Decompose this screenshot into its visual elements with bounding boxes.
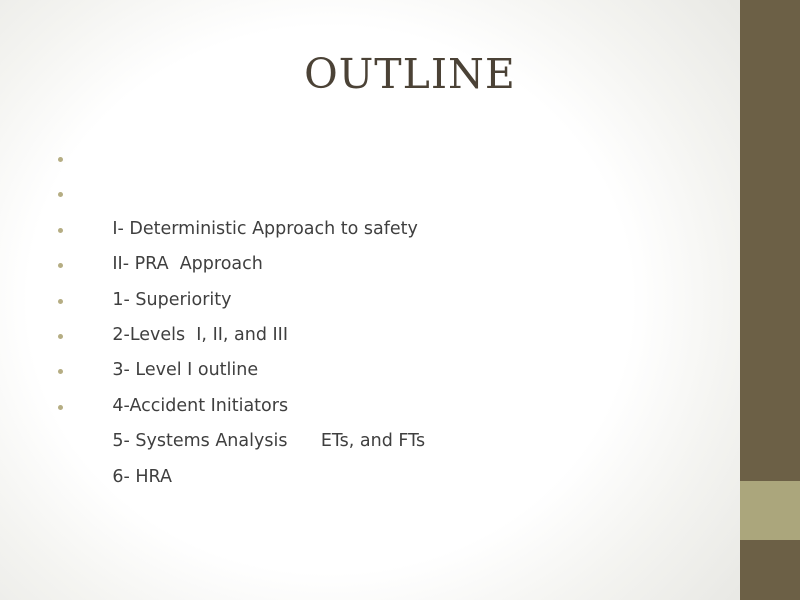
bullet-text: 5- Systems Analysis ETs, and FTs xyxy=(112,431,426,452)
bullet-text: 4-Accident Initiators xyxy=(112,395,289,416)
bullet-dot-icon xyxy=(58,157,63,162)
bullet-item xyxy=(56,141,425,239)
bullet-dot-icon xyxy=(58,192,63,197)
bullet-dot-icon xyxy=(58,263,63,268)
decorative-side-accent xyxy=(740,481,800,540)
bullet-dot-icon xyxy=(58,299,63,304)
bullet-dot-icon xyxy=(58,369,63,374)
bullet-text: II- PRA Approach xyxy=(112,254,263,275)
bullet-dot-icon xyxy=(58,228,63,233)
slide-title: OUTLINE xyxy=(304,50,516,98)
bullet-dot-icon xyxy=(58,334,63,339)
bullet-text: 3- Level I outline xyxy=(112,360,259,381)
bullet-text: I- Deterministic Approach to safety xyxy=(112,218,418,239)
bullet-dot-icon xyxy=(58,405,63,410)
bullet-text: 1- Superiority xyxy=(112,289,232,310)
bullet-text: 2-Levels I, II, and III xyxy=(112,324,288,345)
bullet-list xyxy=(56,141,426,487)
bullet-text: 6- HRA xyxy=(112,466,172,487)
